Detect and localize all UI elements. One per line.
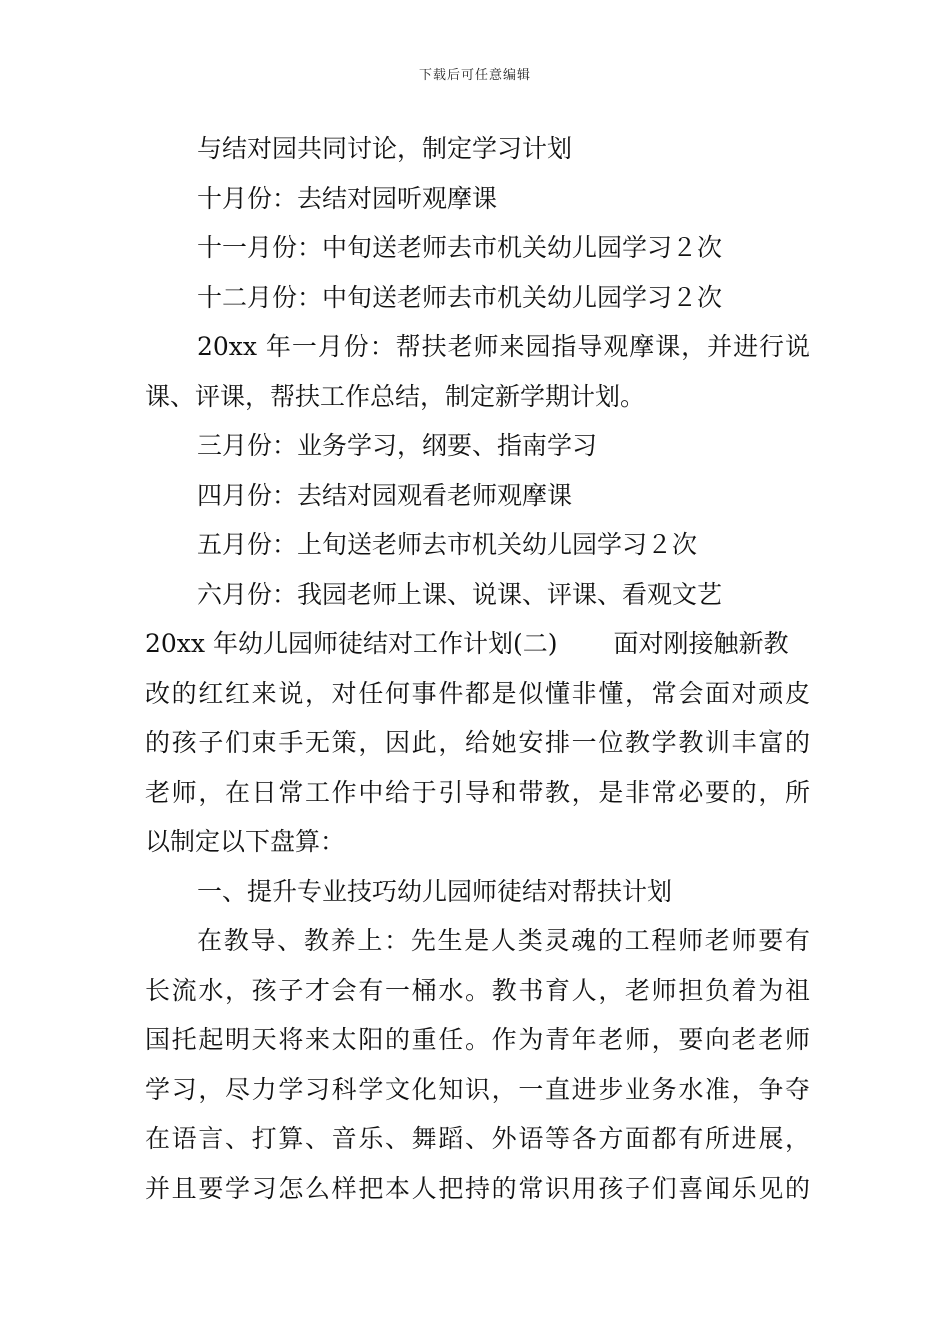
text-line: 六月份：我园老师上课、说课、评课、看观文艺 bbox=[197, 579, 723, 609]
subheading-line: 一、提升专业技巧幼儿园师徒结对帮扶计划 bbox=[197, 876, 673, 906]
text-line: 以制定以下盘算： bbox=[145, 827, 346, 856]
section-title-line bbox=[145, 619, 810, 669]
text-fragment: 面对刚接触新教 bbox=[613, 629, 789, 658]
text-line: 改的红红来说，对任何事件都是似懂非懂，常会面对顽皮 bbox=[145, 678, 810, 708]
text-line: 国托起明天将来太阳的重任。作为青年老师，要向老老师 bbox=[145, 1025, 810, 1054]
text-line: 学习，尽力学习科学文化知识，一直进步业务水准，争夺 bbox=[145, 1074, 810, 1104]
text-line: 20xx 年一月份：帮扶老师来园指导观摩课，并进行说 bbox=[197, 332, 810, 361]
text-line: 十一月份：中旬送老师去市机关幼儿园学习２次 bbox=[197, 233, 723, 262]
text-line: 长流水，孩子才会有一桶水。教书育人，老师担负着为祖 bbox=[145, 975, 810, 1005]
text-line: 在语言、打算、音乐、舞蹈、外语等各方面都有所进展， bbox=[145, 1124, 810, 1153]
page-header: 下载后可任意编辑 bbox=[418, 68, 531, 83]
text-line: 十月份：去结对园听观摩课 bbox=[197, 183, 498, 213]
text-line: 三月份：业务学习，纲要、指南学习 bbox=[197, 431, 598, 460]
text-line: 并且要学习怎么样把本人把持的常识用孩子们喜闻乐见的 bbox=[145, 1173, 810, 1203]
text-line: 的孩子们束手无策，因此，给她安排一位教学教训丰富的 bbox=[145, 728, 810, 757]
text-line: 与结对园共同讨论，制定学习计划 bbox=[197, 134, 573, 163]
text-line: 在教导、教养上：先生是人类灵魂的工程师老师要有 bbox=[197, 926, 810, 955]
text-line: 课、评课，帮扶工作总结，制定新学期计划。 bbox=[145, 381, 646, 411]
text-line: 十二月份：中旬送老师去市机关幼儿园学习２次 bbox=[197, 282, 723, 312]
text-line: 五月份：上旬送老师去市机关幼儿园学习２次 bbox=[197, 530, 698, 559]
section-title: 20xx 年幼儿园师徒结对工作计划(二) bbox=[145, 629, 558, 658]
text-line: 老师，在日常工作中给于引导和带教，是非常必要的，所 bbox=[145, 777, 810, 807]
text-line: 四月份：去结对园观看老师观摩课 bbox=[197, 480, 573, 510]
document-body bbox=[145, 124, 810, 1213]
